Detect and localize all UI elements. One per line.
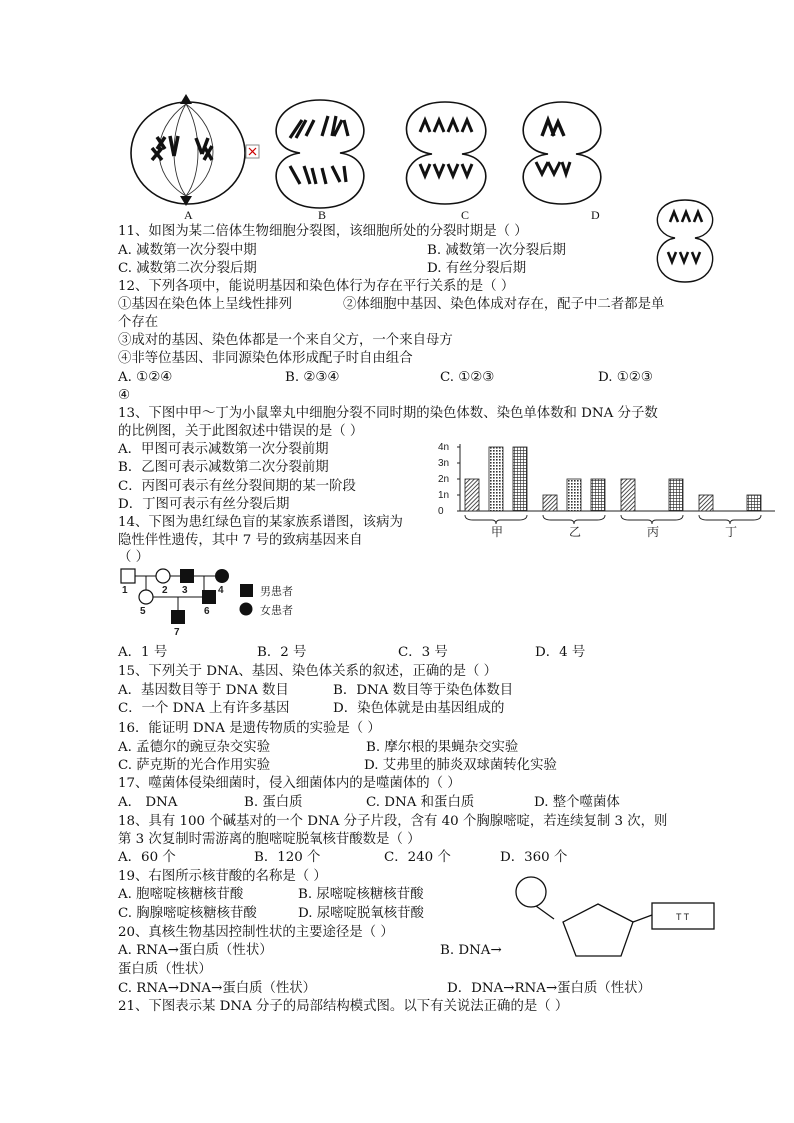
chart-category-label: 丙 [647, 525, 660, 539]
q19-nucleotide-diagram [512, 875, 722, 965]
q11-option-b: B. 减数第一次分裂后期 [427, 243, 566, 258]
q11-stem: 11、如图为某二倍体生物细胞分裂图，该细胞所处的分裂时期是（ ） [118, 224, 528, 239]
q12-option-c: C. ①②③ [440, 370, 495, 385]
q14-stem-3: （ ） [118, 550, 150, 565]
q11-option-d: D. 有丝分裂后期 [427, 261, 527, 276]
chart-bar [591, 479, 605, 511]
q13-bar-chart [430, 438, 780, 548]
fig-label-b: B [318, 208, 327, 222]
q16-option-a: A. 孟德尔的豌豆杂交实验 [118, 740, 271, 755]
q20-option-a: A. RNA→蛋白质（性状） [118, 943, 273, 958]
q15-stem: 15、下列关于 DNA、基因、染色体关系的叙述，正确的是（ ） [118, 664, 498, 679]
q18-option-d: D．360 个 [500, 850, 568, 865]
chart-y-tick-label: 4n [438, 442, 450, 453]
phosphate-group [516, 877, 546, 907]
chart-bar [489, 447, 503, 511]
q17-option-a: A． DNA [118, 795, 178, 810]
chart-y-tick-label: 1n [438, 490, 450, 501]
q15-option-b: B．DNA 数目等于染色体数目 [333, 683, 514, 698]
q18-stem-1: 18、具有 100 个碱基对的一个 DNA 分子片段，含有 40 个胸腺嘧啶，若连续复制 3 次，则 [118, 814, 668, 829]
q14-stem-2: 隐性伴性遗传，其中 7 号的致病基因来自 [118, 533, 363, 548]
q16-option-d: D. 艾弗里的肺炎双球菌转化实验 [364, 758, 557, 773]
chart-bar [567, 479, 581, 511]
q15-option-c: C．一个 DNA 上有许多基因 [118, 701, 290, 716]
chart-bar [699, 495, 713, 511]
fig-label-a: A [184, 208, 193, 222]
cell-figure-b [276, 100, 364, 208]
q11-option-c: C. 减数第二次分裂后期 [118, 261, 257, 276]
q14-option-b: B．2 号 [257, 645, 307, 660]
chart-bar [621, 479, 635, 511]
chart-bar [513, 447, 527, 511]
legend-female-patient-icon [240, 603, 253, 616]
pedigree-num-4: 4 [218, 585, 224, 596]
pedigree-individual-1 [121, 569, 135, 583]
q17-option-d: D. 整个噬菌体 [534, 795, 620, 810]
chart-category-brace [465, 515, 527, 524]
pedigree-num-6: 6 [204, 606, 210, 617]
q12-statement-2: ②体细胞中基因、染色体成对存在，配子中二者都是单 [343, 297, 665, 312]
q18-option-c: C．240 个 [384, 850, 451, 865]
legend-male-patient-icon [240, 584, 253, 597]
legend-male-patient: 男患者 [260, 586, 293, 598]
pedigree-individual-7 [171, 610, 185, 624]
q12-statement-2-cont: 个存在 [118, 315, 159, 330]
q19-option-c: C. 胸腺嘧啶核糖核苷酸 [118, 906, 257, 921]
q21-stem: 21、下图表示某 DNA 分子的局部结构模式图。以下有关说法正确的是（ ） [118, 999, 569, 1014]
q14-option-d: D．4 号 [535, 645, 586, 660]
fig-label-d: D [591, 208, 600, 222]
chart-category-brace [699, 515, 761, 524]
q17-option-c: C. DNA 和蛋白质 [366, 795, 475, 810]
chart-bar [465, 479, 479, 511]
q14-stem-1: 14、下图为患红绿色盲的某家族系谱图，该病为 [118, 515, 403, 530]
pedigree-num-1: 1 [122, 585, 128, 596]
cell-division-figures [0, 0, 794, 230]
pedigree-num-7: 7 [174, 627, 180, 638]
chart-y-tick-label: 3n [438, 458, 450, 469]
q19-option-a: A. 胞嘧啶核糖核苷酸 [118, 887, 244, 902]
q12-option-a: A. ①②④ [118, 370, 173, 385]
pedigree-num-3: 3 [182, 585, 188, 596]
q13-stem-1: 13、下图中甲～丁为小鼠睾丸中细胞分裂不同时期的染色体数、染色单体数和 DNA 分子数 [118, 406, 658, 421]
q12-statement-4: ④非等位基因、非同源染色体形成配子时自由组合 [118, 351, 413, 366]
pedigree-individual-2 [156, 569, 170, 583]
q13-option-c: C．丙图可表示有丝分裂间期的某一阶段 [118, 479, 356, 494]
q12-stem: 12、下列各项中，能说明基因和染色体行为存在平行关系的是（ ） [118, 279, 515, 294]
cell-figure-a [131, 94, 245, 206]
q19-option-d: D. 尿嘧啶脱氧核苷酸 [298, 906, 424, 921]
chart-category-label: 丁 [725, 525, 738, 539]
chart-y-tick-label: 0 [438, 506, 444, 517]
chart-bar [543, 495, 557, 511]
cell-figure-d [523, 102, 601, 204]
base-label: T T [676, 912, 690, 922]
q11-option-a: A. 减数第一次分裂中期 [118, 243, 257, 258]
legend-female-patient: 女患者 [260, 605, 293, 617]
q13-option-b: B．乙图可表示减数第二次分裂前期 [118, 460, 329, 475]
chart-y-tick-label: 2n [438, 474, 450, 485]
q20-stem: 20、真核生物基因控制性状的主要途径是（ ） [118, 925, 394, 940]
fig-label-c: C [461, 208, 470, 222]
q18-option-a: A．60 个 [118, 850, 176, 865]
cell-figure-c [406, 102, 485, 204]
q19-option-b: B. 尿嘧啶核糖核苷酸 [298, 887, 424, 902]
q15-option-a: A．基因数目等于 DNA 数目 [118, 683, 289, 698]
q20-option-d: D．DNA→RNA→蛋白质（性状） [447, 981, 651, 996]
q19-stem: 19、右图所示核苷酸的名称是（ ） [118, 869, 327, 884]
pedigree-num-2: 2 [162, 585, 168, 596]
q20-option-c: C. RNA→DNA→蛋白质（性状） [118, 981, 317, 996]
chart-bar [669, 479, 683, 511]
q12-statement-3: ③成对的基因、染色体都是一个来自父方，一个来自母方 [118, 333, 453, 348]
pentose-sugar [563, 904, 633, 956]
q14-pedigree [118, 566, 338, 646]
q12-option-b: B. ②③④ [285, 370, 340, 385]
q16-option-b: B. 摩尔根的果蝇杂交实验 [366, 740, 519, 755]
pedigree-individual-5 [139, 590, 153, 604]
q20-option-b-cont: 蛋白质（性状） [118, 962, 212, 977]
q18-stem-2: 第 3 次复制时需游离的胞嘧啶脱氧核苷酸数是（ ） [118, 832, 421, 847]
q14-option-c: C．3 号 [398, 645, 448, 660]
chart-category-brace [621, 515, 683, 524]
pedigree-individual-6 [202, 590, 216, 604]
chart-category-label: 甲 [491, 525, 504, 539]
q20-option-b: B. DNA→ [440, 943, 502, 958]
q15-option-d: D．染色体就是由基因组成的 [333, 701, 505, 716]
q12-statement-1: ①基因在染色体上呈线性排列 [118, 297, 293, 312]
q17-option-b: B. 蛋白质 [244, 795, 303, 810]
q11-cell-figure [657, 200, 712, 282]
chart-category-label: 乙 [569, 525, 582, 539]
q12-option-d-cont: ④ [118, 388, 131, 403]
q12-option-d: D. ①②③ [598, 370, 653, 385]
q13-option-a: A．甲图可表示减数第一次分裂前期 [118, 442, 329, 457]
q13-option-d: D．丁图可表示有丝分裂后期 [118, 497, 290, 512]
chart-category-brace [543, 515, 605, 524]
q16-stem: 16．能证明 DNA 是遗传物质的实验是（ ） [118, 721, 381, 736]
pedigree-individual-3 [180, 569, 194, 583]
pedigree-individual-4 [215, 569, 229, 583]
q16-option-c: C. 萨克斯的光合作用实验 [118, 758, 271, 773]
q14-option-a: A．1 号 [118, 645, 168, 660]
q18-option-b: B．120 个 [254, 850, 321, 865]
pedigree-num-5: 5 [140, 606, 146, 617]
chart-bar [747, 495, 761, 511]
q13-stem-2: 的比例图，关于此图叙述中错误的是（ ） [118, 424, 364, 439]
q17-stem: 17、噬菌体侵染细菌时，侵入细菌体内的是噬菌体的（ ） [118, 776, 461, 791]
